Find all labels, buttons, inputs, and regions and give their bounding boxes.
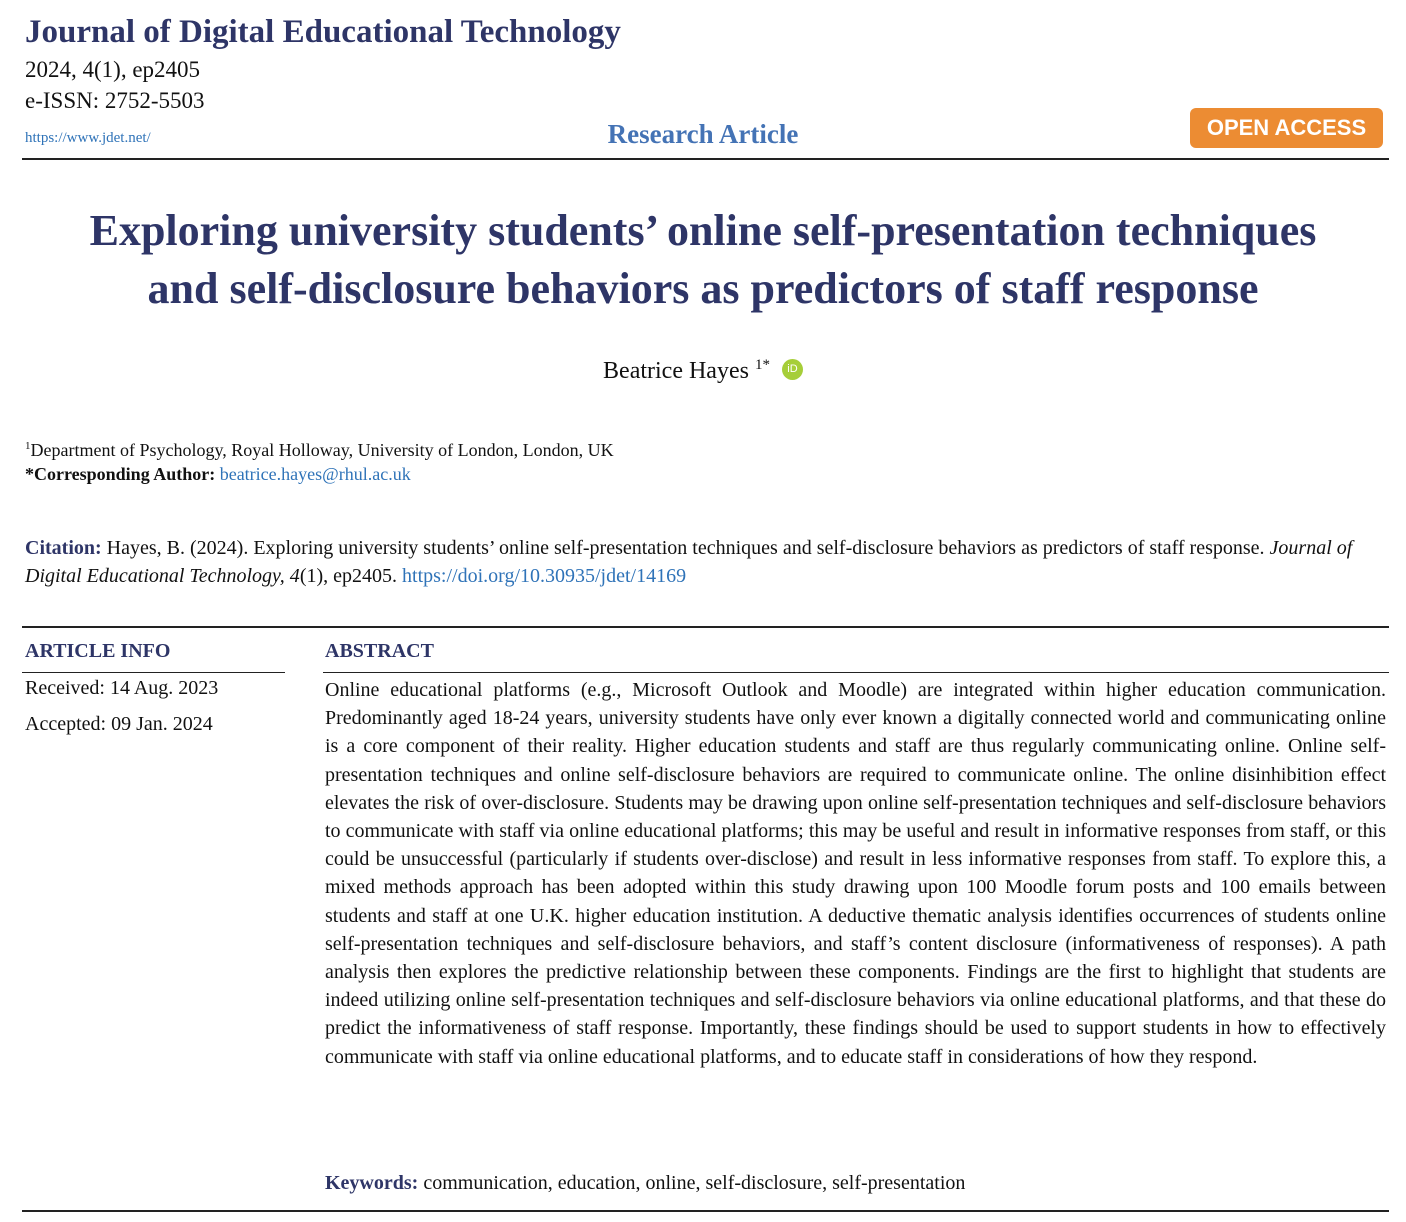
citation-doi-link[interactable]: https://doi.org/10.30935/jdet/14169 xyxy=(402,565,687,587)
keywords-text: communication, education, online, self-disclosure, self-presentation xyxy=(423,1172,966,1194)
citation xyxy=(25,534,1389,590)
accepted-date: Accepted: 09 Jan. 2024 xyxy=(25,713,213,735)
author-name: Beatrice Hayes xyxy=(603,358,749,384)
affiliation xyxy=(25,440,614,461)
keywords xyxy=(325,1172,965,1195)
citation-divider xyxy=(22,626,1389,628)
abstract-heading: ABSTRACT xyxy=(325,640,434,662)
article-type-label: Research Article xyxy=(607,119,799,149)
paper-title-line-2: and self-disclosure behaviors as predictors of staff response xyxy=(147,264,1259,313)
corresponding-email-link[interactable]: beatrice.hayes@rhul.ac.uk xyxy=(219,464,411,484)
corresponding-author-label: *Corresponding Author: xyxy=(25,464,216,484)
received-date: Received: 14 Aug. 2023 xyxy=(25,677,219,699)
corresponding-author xyxy=(25,464,411,485)
issn-line: e-ISSN: 2752-5503 xyxy=(25,88,205,113)
affiliation-number: 1 xyxy=(25,440,31,452)
citation-text: Hayes, B. (2024). Exploring university students’ online self-presentation techniques and self-disclosure behaviors as predictors of staff response. xyxy=(106,537,1265,559)
citation-issue: (1), ep2405. xyxy=(299,565,398,587)
header-divider xyxy=(22,158,1389,160)
abstract-divider xyxy=(323,672,1389,673)
abstract-text: Online educational platforms (e.g., Microsoft Outlook and Moodle) are integrated within higher education communication. Predominantly aged 18-24 years, university students have only ever known a digitally connected world and communicating online is a core component of their reality. Higher education students and staff are thus regularly communicating online. Online self-presentation techniques and online self-disclosure behaviors are required to communicate online. The online disinhibition effect elevates the risk of over-disclosure. Students may be drawing upon online self-presentation techniques and self-disclosure behaviors to communicate with staff via online educational platforms; this may be useful and result in informative responses from staff, or this could be unsuccessful (particularly if students over-disclose) and result in less informative responses from staff. To explore this, a mixed methods approach has been adopted within this study drawing upon 100 Moodle forum posts and 100 emails between students and staff at one U.K. higher education institution. A deductive thematic analysis identifies occurrences of students online self-presentation techniques and self-disclosure behaviors, and staff’s content disclosure (informativeness of responses). A path analysis then explores the predictive relationship between these components. Findings are the first to highlight that students are indeed utilizing online self-presentation techniques and self-disclosure behaviors via online educational platforms, and that these do predict the informativeness of staff response. Importantly, these findings should be used to support students in how to effectively communicate with staff via online educational platforms, and to educate staff in considerations of how they respond. xyxy=(325,679,1386,1068)
article-info-divider xyxy=(22,672,285,673)
keywords-label: Keywords: xyxy=(325,1172,419,1194)
paper-title-line-1: Exploring university students’ online self-presentation techniques xyxy=(89,206,1317,255)
author-affiliation-marker: 1* xyxy=(754,357,770,373)
journal-url-link[interactable]: https://www.jdet.net/ xyxy=(25,130,151,146)
orcid-icon[interactable]: iD xyxy=(782,359,803,380)
affiliation-text: Department of Psychology, Royal Holloway, University of London, London, UK xyxy=(30,440,614,460)
journal-title: Journal of Digital Educational Technology xyxy=(25,14,621,50)
paper-title xyxy=(20,202,1386,318)
issue-line: 2024, 4(1), ep2405 xyxy=(25,57,201,82)
footer-divider xyxy=(22,1210,1389,1212)
citation-journal: Journal of Digital Educational Technology, 4 xyxy=(25,537,1353,587)
author-line xyxy=(0,357,1406,385)
citation-label: Citation: xyxy=(25,537,102,559)
open-access-badge: OPEN ACCESS xyxy=(1190,108,1383,148)
article-info-heading: ARTICLE INFO xyxy=(25,640,171,662)
